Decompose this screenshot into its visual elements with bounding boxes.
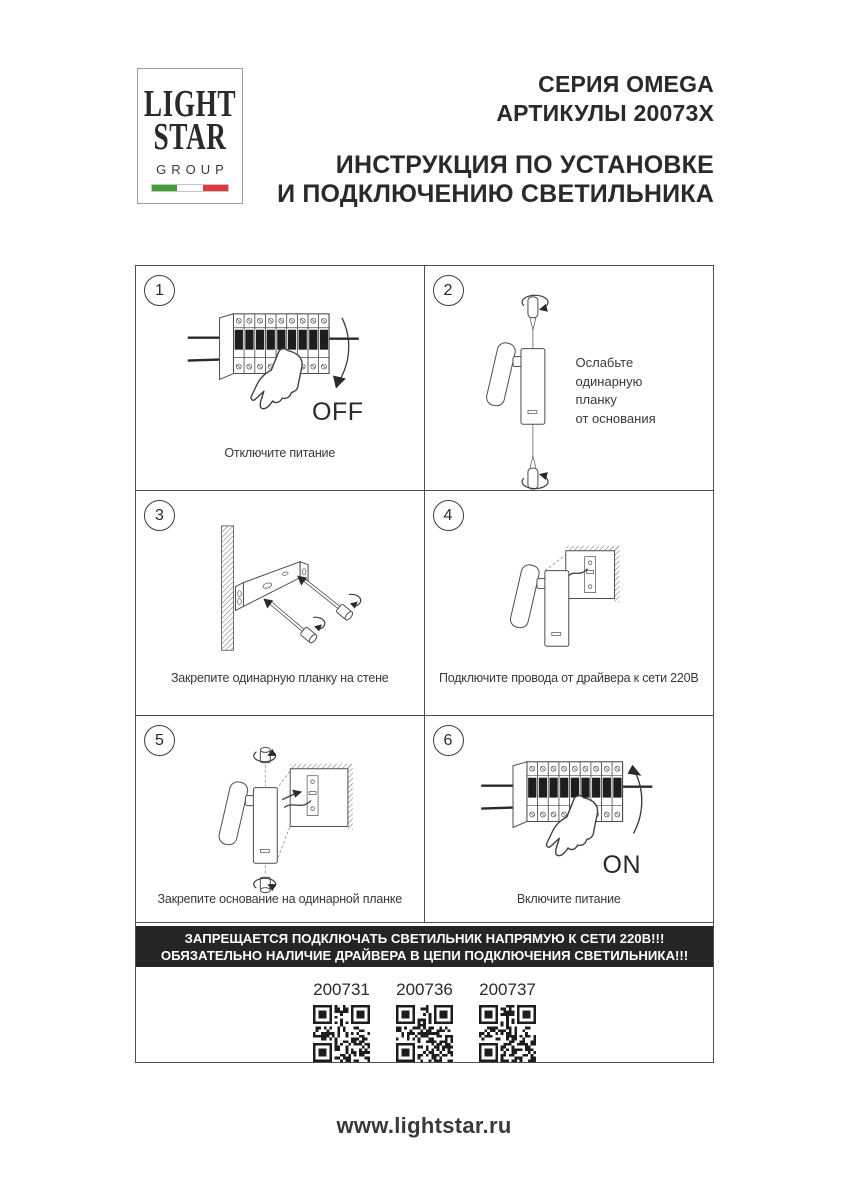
warning-line-1: ЗАПРЕЩАЕТСЯ ПОДКЛЮЧАТЬ СВЕТИЛЬНИК НАПРЯМУЮ К СЕТИ 220В!!! (184, 930, 665, 946)
qr-code (396, 1005, 453, 1062)
title-line-2: И ПОДКЛЮЧЕНИЮ СВЕТИЛЬНИКА (277, 180, 714, 208)
lightstar-logo (137, 68, 243, 204)
step-2-line-3: планку (575, 392, 617, 407)
step-2-line-1: Ослабьте (575, 355, 634, 370)
articles-line: АРТИКУЛЫ 20073Х (496, 100, 714, 126)
warning-banner (136, 926, 713, 967)
flag-white (177, 185, 202, 191)
article-item (479, 980, 536, 1062)
step-4-cell (425, 491, 714, 716)
step-3-cell (136, 491, 425, 716)
step-1-number: 1 (144, 275, 175, 306)
step-2-line-4: от основания (575, 410, 656, 426)
logo-word-light: LIGHT (143, 82, 237, 125)
step-5-number: 5 (144, 725, 175, 756)
illustration-loosen-plate (425, 266, 714, 490)
article-code: 200737 (479, 980, 536, 999)
step-2-text (576, 354, 656, 428)
logo-word-group: GROUP (156, 162, 229, 177)
article-code: 200731 (313, 980, 370, 999)
article-item (313, 980, 370, 1062)
step-4-number: 4 (433, 500, 464, 531)
step-6-number: 6 (433, 725, 464, 756)
step-5-cell (136, 716, 425, 923)
title-line-1: ИНСТРУКЦИЯ ПО УСТАНОВКЕ (335, 151, 714, 179)
flag-green (152, 185, 177, 191)
document-title (277, 151, 714, 209)
step-6-cell (425, 716, 714, 923)
step-1-caption: Отключите питание (224, 446, 336, 460)
instruction-table (135, 265, 714, 1063)
article-item (396, 980, 453, 1062)
logo-word-star: STAR (153, 115, 227, 158)
step-4-caption: Подключите провода от драйвера к сети 220В (438, 671, 699, 685)
step-3-number: 3 (144, 500, 175, 531)
series-line: СЕРИЯ OMEGA (538, 71, 714, 97)
flag-red (203, 185, 228, 191)
qr-code (313, 1005, 370, 1062)
step-2-number: 2 (433, 275, 464, 306)
step-5-caption: Закрепите основание на одинарной планке (157, 892, 403, 906)
warning-line-2: ОБЯЗАТЕЛЬНО НАЛИЧИЕ ДРАЙВЕРА В ЦЕПИ ПОДКЛЮЧЕНИЯ СВЕТИЛЬНИКА!!! (160, 947, 689, 963)
series-block (496, 70, 714, 128)
off-label: OFF (312, 398, 364, 426)
step-2-cell (425, 266, 714, 491)
article-qr-row (136, 967, 713, 1062)
step-6-caption: Включите питание (516, 892, 621, 906)
website-url: www.lightstar.ru (336, 1113, 512, 1138)
step-2-line-2: одинарную (575, 373, 643, 389)
qr-code (479, 1005, 536, 1062)
article-code: 200736 (396, 980, 453, 999)
italian-flag (151, 184, 229, 192)
step-3-caption: Закрепите одинарную планку на стене (170, 671, 389, 685)
on-label: ON (602, 851, 641, 879)
steps-grid (136, 266, 713, 923)
step-1-cell (136, 266, 425, 491)
